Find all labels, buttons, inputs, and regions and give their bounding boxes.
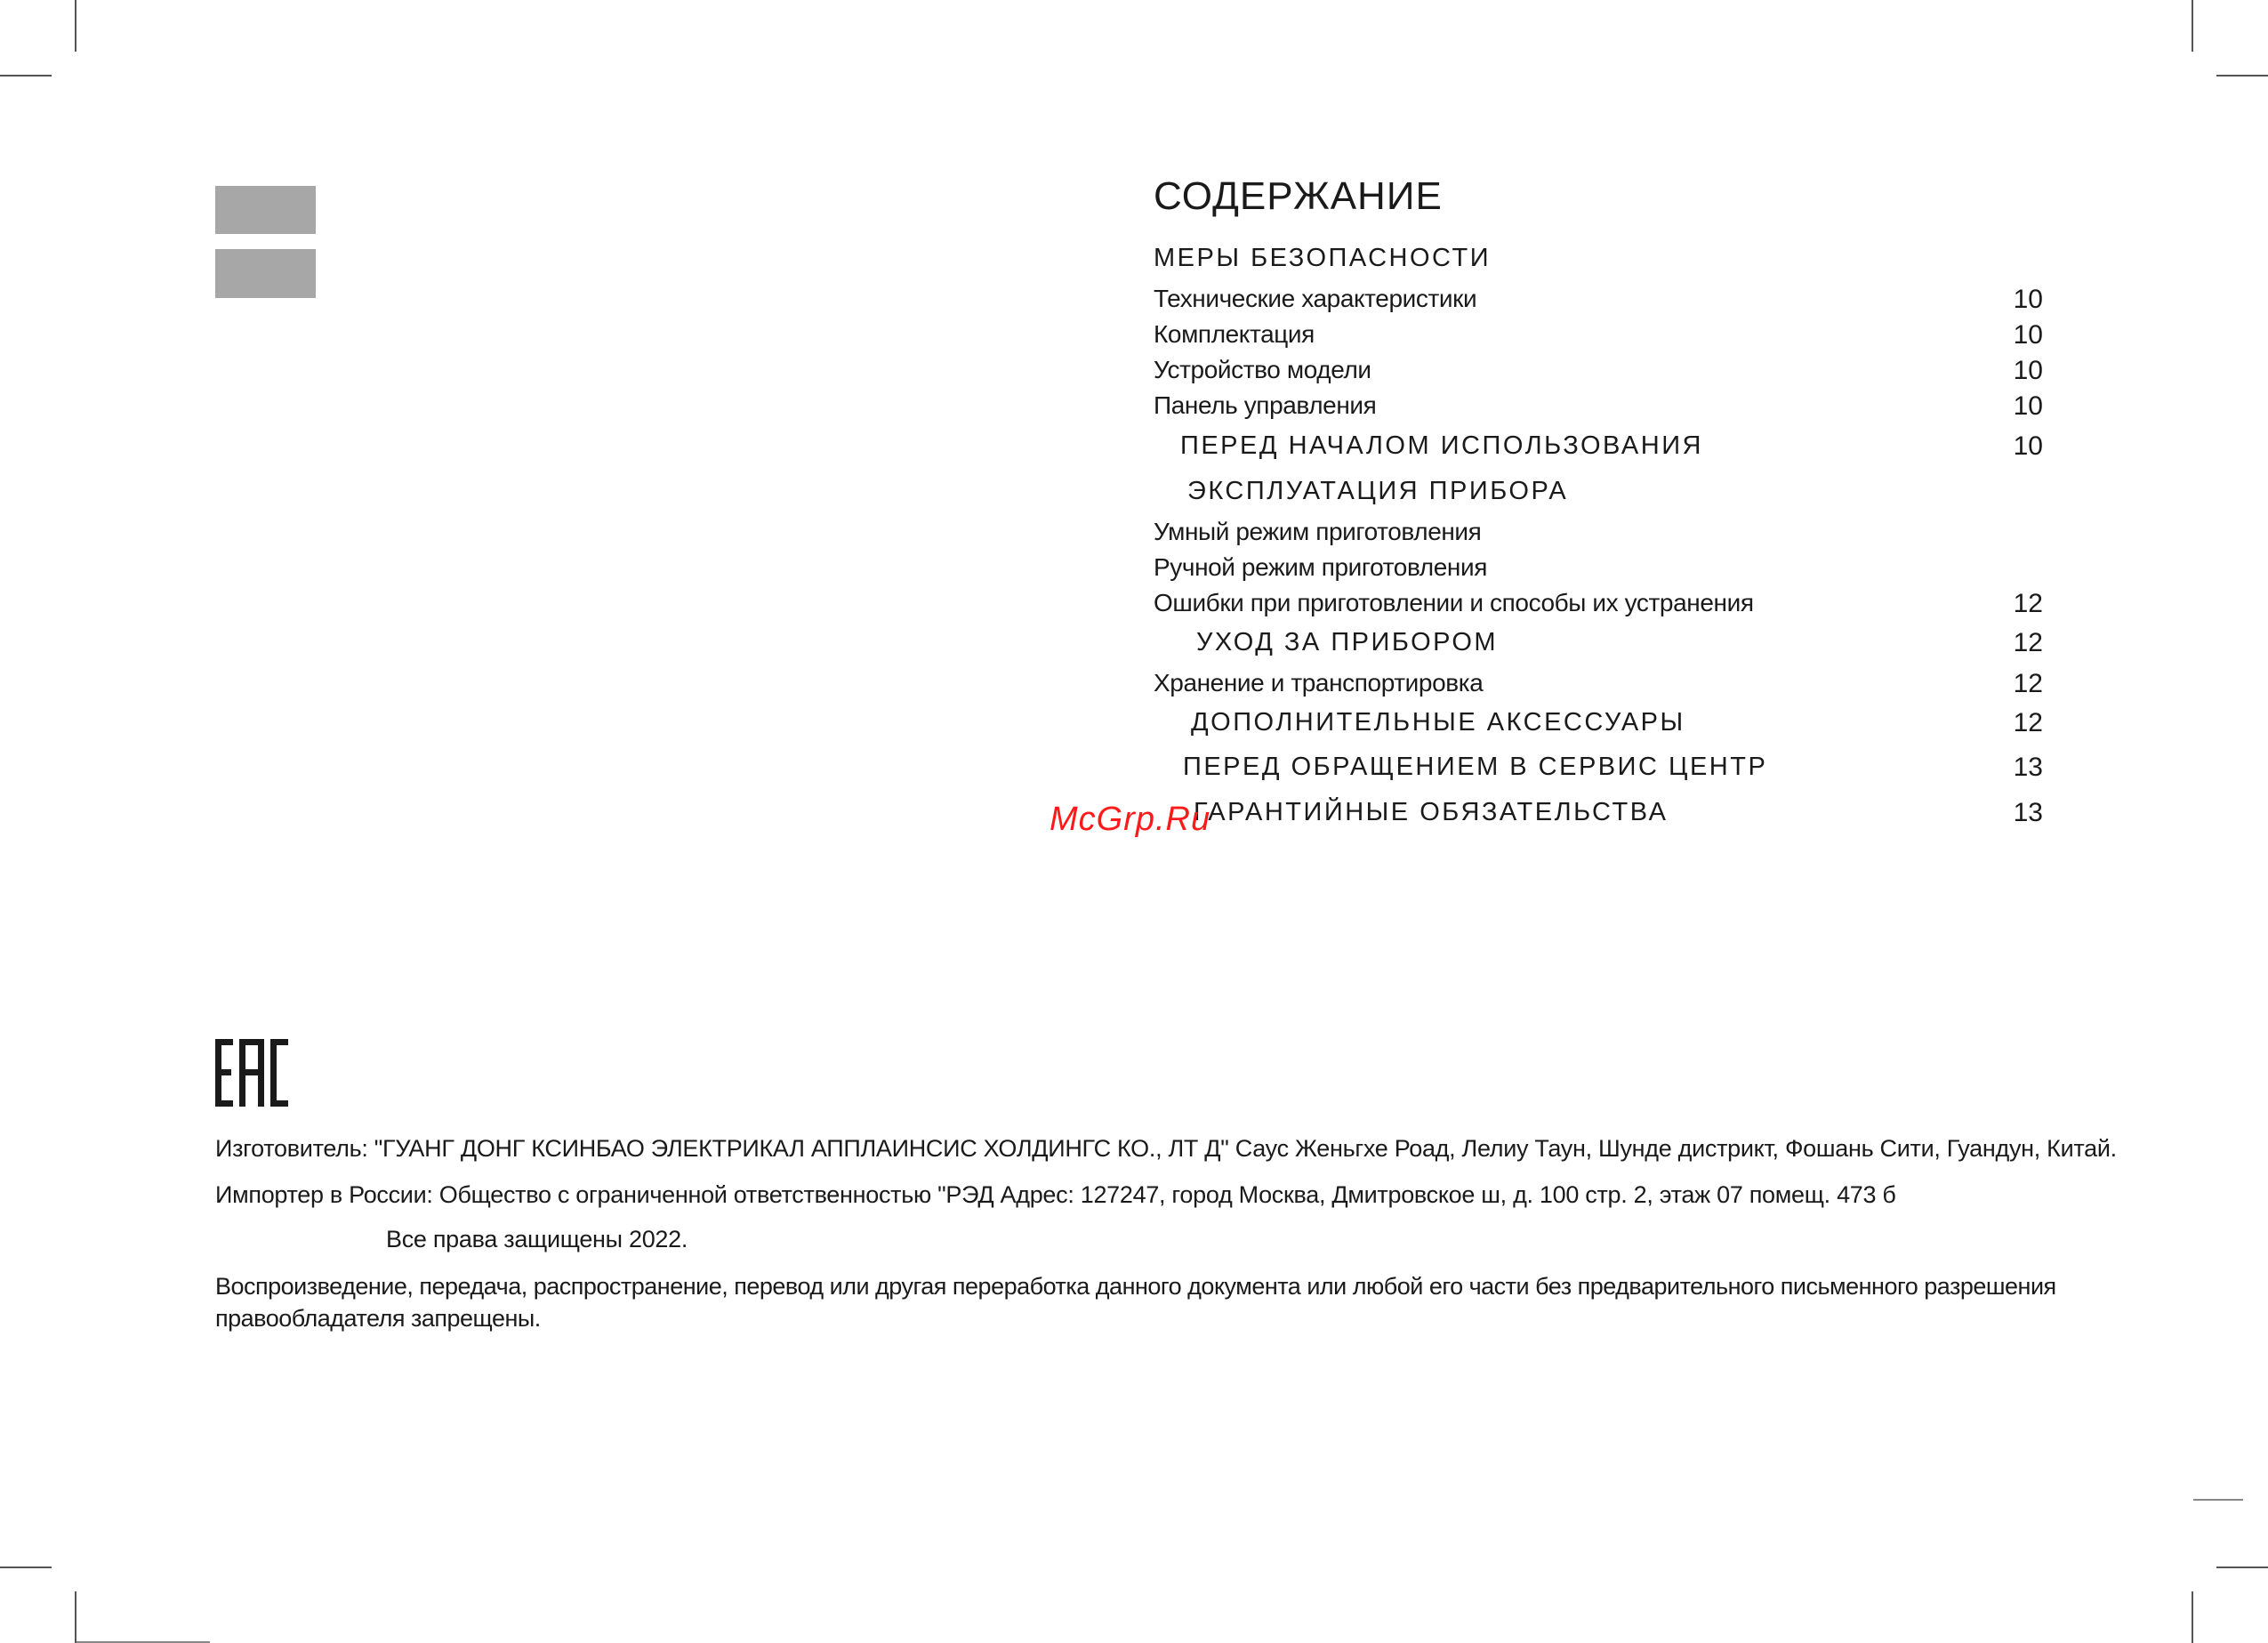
toc-entry[interactable] xyxy=(1154,391,2043,427)
toc-entry[interactable] xyxy=(1154,518,2043,553)
copyright-notice: Все права защищены 2022. xyxy=(386,1226,688,1252)
toc-entry-label: МЕРЫ БЕЗОПАСНОСТИ xyxy=(1154,244,1492,272)
toc-entry-page: 10 xyxy=(2013,431,2043,461)
toc-entry-page: 12 xyxy=(2013,708,2043,737)
toc-entry-label: УХОД ЗА ПРИБОРОМ xyxy=(1196,628,1499,656)
toc-entry-page: 12 xyxy=(2013,628,2043,657)
crop-mark xyxy=(0,1566,52,1568)
toc-entry-label: Ручной режим приготовления xyxy=(1154,553,1487,581)
crop-mark xyxy=(2216,75,2268,77)
crop-mark xyxy=(2192,1591,2193,1643)
toc-entry[interactable] xyxy=(1154,553,2043,589)
toc-entry[interactable] xyxy=(1154,708,2043,744)
toc-entry[interactable] xyxy=(1154,320,2043,356)
toc-entry-page: 13 xyxy=(2013,753,2043,782)
toc-entry-page: 12 xyxy=(2013,589,2043,618)
crop-mark xyxy=(0,75,52,77)
toc-entry[interactable] xyxy=(1154,356,2043,391)
toc-entry[interactable] xyxy=(1154,285,2043,320)
crop-mark xyxy=(2216,1566,2268,1568)
toc-entry[interactable] xyxy=(1154,477,2043,512)
importer-info: Импортер в России: Общество с ограниченной ответственностью "РЭД Адрес: 127247, город Москва, Дмитровское ш, д. 100 стр. 2, этаж 07 помещ. 473 б xyxy=(215,1181,1896,1208)
toc-entry-label: Панель управления xyxy=(1154,391,1377,419)
decorative-gray-block xyxy=(215,249,316,298)
toc-entry-label: Устройство модели xyxy=(1154,356,1371,383)
toc-entry-page: 10 xyxy=(2013,356,2043,385)
reproduction-notice: Воспроизведение, передача, распространение, перевод или другая переработка данного документа или любой его части без предварительного письменного разрешения правообладателя запрещены. xyxy=(215,1273,2056,1332)
toc-entry[interactable] xyxy=(1154,798,2043,834)
watermark: McGrp.Ru xyxy=(1050,801,1211,838)
toc-entry-label: ПЕРЕД НАЧАЛОМ ИСПОЛЬЗОВАНИЯ xyxy=(1180,431,1703,460)
toc-entry-page: 13 xyxy=(2013,798,2043,827)
crop-mark xyxy=(2192,0,2193,52)
toc-entry-page: 10 xyxy=(2013,285,2043,314)
toc-entry-label: Комплектация xyxy=(1154,320,1315,348)
toc-entry-label: Хранение и транспортировка xyxy=(1154,669,1484,697)
toc-entry[interactable] xyxy=(1154,589,2043,624)
toc-entry[interactable] xyxy=(1154,628,2043,664)
toc-entry-label: ГАРАНТИЙНЫЕ ОБЯЗАТЕЛЬСТВА xyxy=(1194,798,1669,826)
toc-entry-label: ЭКСПЛУАТАЦИЯ ПРИБОРА xyxy=(1187,477,1569,505)
toc-entry-label: Ошибки при приготовлении и способы их устранения xyxy=(1154,589,1754,616)
toc-entry[interactable] xyxy=(1154,244,2043,279)
crop-mark xyxy=(75,1591,76,1643)
toc-entry-page: 12 xyxy=(2013,669,2043,698)
toc-entry-page: 10 xyxy=(2013,320,2043,350)
toc-entry[interactable] xyxy=(1154,669,2043,705)
toc-entry-label: ПЕРЕД ОБРАЩЕНИЕМ В СЕРВИС ЦЕНТР xyxy=(1183,753,1768,781)
eac-logo xyxy=(215,1039,288,1107)
toc-entry[interactable] xyxy=(1154,431,2043,467)
toc-entry-page: 10 xyxy=(2013,391,2043,421)
toc-entry[interactable] xyxy=(1154,753,2043,788)
toc-entry-label: ДОПОЛНИТЕЛЬНЫЕ АКСЕССУАРЫ xyxy=(1191,708,1685,737)
toc-entry-label: Умный режим приготовления xyxy=(1154,518,1482,545)
decorative-gray-block xyxy=(215,186,316,234)
crop-mark xyxy=(2193,1499,2243,1501)
manufacturer-info: Изготовитель: "ГУАНГ ДОНГ КСИНБАО ЭЛЕКТРИКАЛ АППЛАИНСИС ХОЛДИНГС КО., ЛТ Д" Саус Женьгхе Роад, Лелиу Таун, Шунде дистрикт, Фошань Сити, Гуандун, Китай. xyxy=(215,1135,2117,1162)
toc-title: СОДЕРЖАНИЕ xyxy=(1154,174,1443,218)
toc-entry-label: Технические характеристики xyxy=(1154,285,1477,312)
crop-mark xyxy=(75,0,76,52)
